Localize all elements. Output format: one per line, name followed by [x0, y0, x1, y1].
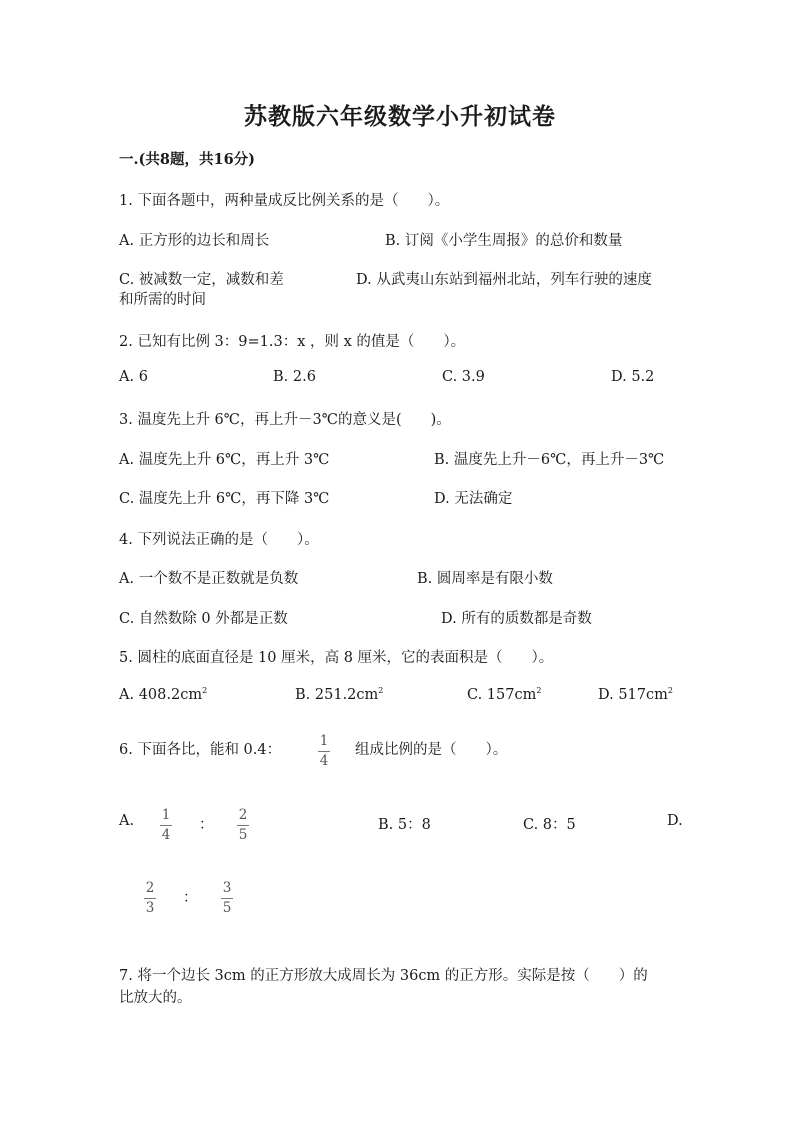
question-2-option-c: C. 3.9	[442, 369, 485, 385]
question-5-option-b: B. $251.2cm^2$	[295, 686, 384, 703]
question-1-option-b: B. 订阅《小学生周报》的总价和数量	[385, 233, 623, 249]
question-1-stem: 1. 下面各题中，两种量成反比例关系的是（ ）。	[119, 193, 450, 209]
question-3-option-a: A. 温度先上升 6℃，再上升 3℃	[119, 452, 330, 468]
question-5-option-c: C. $157cm^2$	[467, 686, 542, 703]
question-6-option-b: B. 5：8	[378, 817, 431, 833]
question-3-option-d: D. 无法确定	[434, 491, 513, 507]
question-6-option-d-fraction-2: 3 5	[222, 880, 232, 916]
question-4-option-d: D. 所有的质数都是奇数	[441, 611, 592, 627]
question-6-stem: 6. 下面各比，能和 0.4：	[119, 742, 282, 758]
question-6-option-a-fraction-2: 2 5	[238, 807, 248, 843]
question-7-stem-continued: 比放大的。	[119, 990, 192, 1006]
question-4-option-c: C. 自然数除 0 外都是正数	[119, 611, 288, 627]
question-6-option-c: C. 8：5	[523, 817, 576, 833]
question-2-option-a: A. 6	[119, 369, 148, 385]
question-2-option-d: D. 5.2	[611, 369, 655, 385]
question-6-option-d-colon: ：	[183, 890, 198, 906]
question-6-option-d-fraction-1: 2 3	[145, 880, 155, 916]
question-6-option-a-fraction-1: 1 4	[161, 807, 171, 843]
question-5-option-a: A. $408.2cm^2$	[119, 686, 208, 703]
question-4-stem: 4. 下列说法正确的是（ ）。	[119, 532, 319, 548]
question-6-option-d-label: D.	[667, 813, 683, 829]
question-5-stem: 5. 圆柱的底面直径是 10 厘米，高 8 厘米，它的表面积是（ ）。	[119, 650, 554, 666]
question-6-stem-fraction: 1 4	[319, 733, 329, 769]
question-3-stem: 3. 温度先上升 6℃，再上升－3℃的意义是( )。	[119, 412, 451, 428]
question-3-option-b: B. 温度先上升－6℃，再上升－3℃	[434, 452, 665, 468]
section-heading: 一.(共8题，共16分)	[119, 151, 256, 168]
question-3-option-c: C. 温度先上升 6℃，再下降 3℃	[119, 491, 330, 507]
question-4-option-b: B. 圆周率是有限小数	[417, 571, 553, 587]
page-title: 苏教版六年级数学小升初试卷	[244, 103, 556, 130]
question-6-option-a-label: A.	[119, 813, 135, 829]
question-7-stem: 7. 将一个边长 3cm 的正方形放大成周长为 36cm 的正方形。实际是按（ ）的	[119, 968, 648, 984]
question-6-stem-continued: 组成比例的是（ ）。	[355, 742, 508, 758]
question-2-stem: 2. 已知有比例 3：9=1.3：x ，则 x 的值是（ ）。	[119, 334, 466, 350]
question-1-option-d: D. 从武夷山东站到福州北站，列车行驶的速度	[356, 272, 652, 288]
question-2-option-b: B. 2.6	[273, 369, 316, 385]
question-6-option-a-colon: ：	[199, 817, 214, 833]
question-5-option-d: D. $517cm^2$	[598, 686, 673, 703]
question-1-option-d-continued: 和所需的时间	[119, 292, 206, 308]
question-1-option-c: C. 被减数一定，减数和差	[119, 272, 284, 288]
question-1-option-a: A. 正方形的边长和周长	[119, 233, 270, 249]
question-4-option-a: A. 一个数不是正数就是负数	[119, 571, 299, 587]
